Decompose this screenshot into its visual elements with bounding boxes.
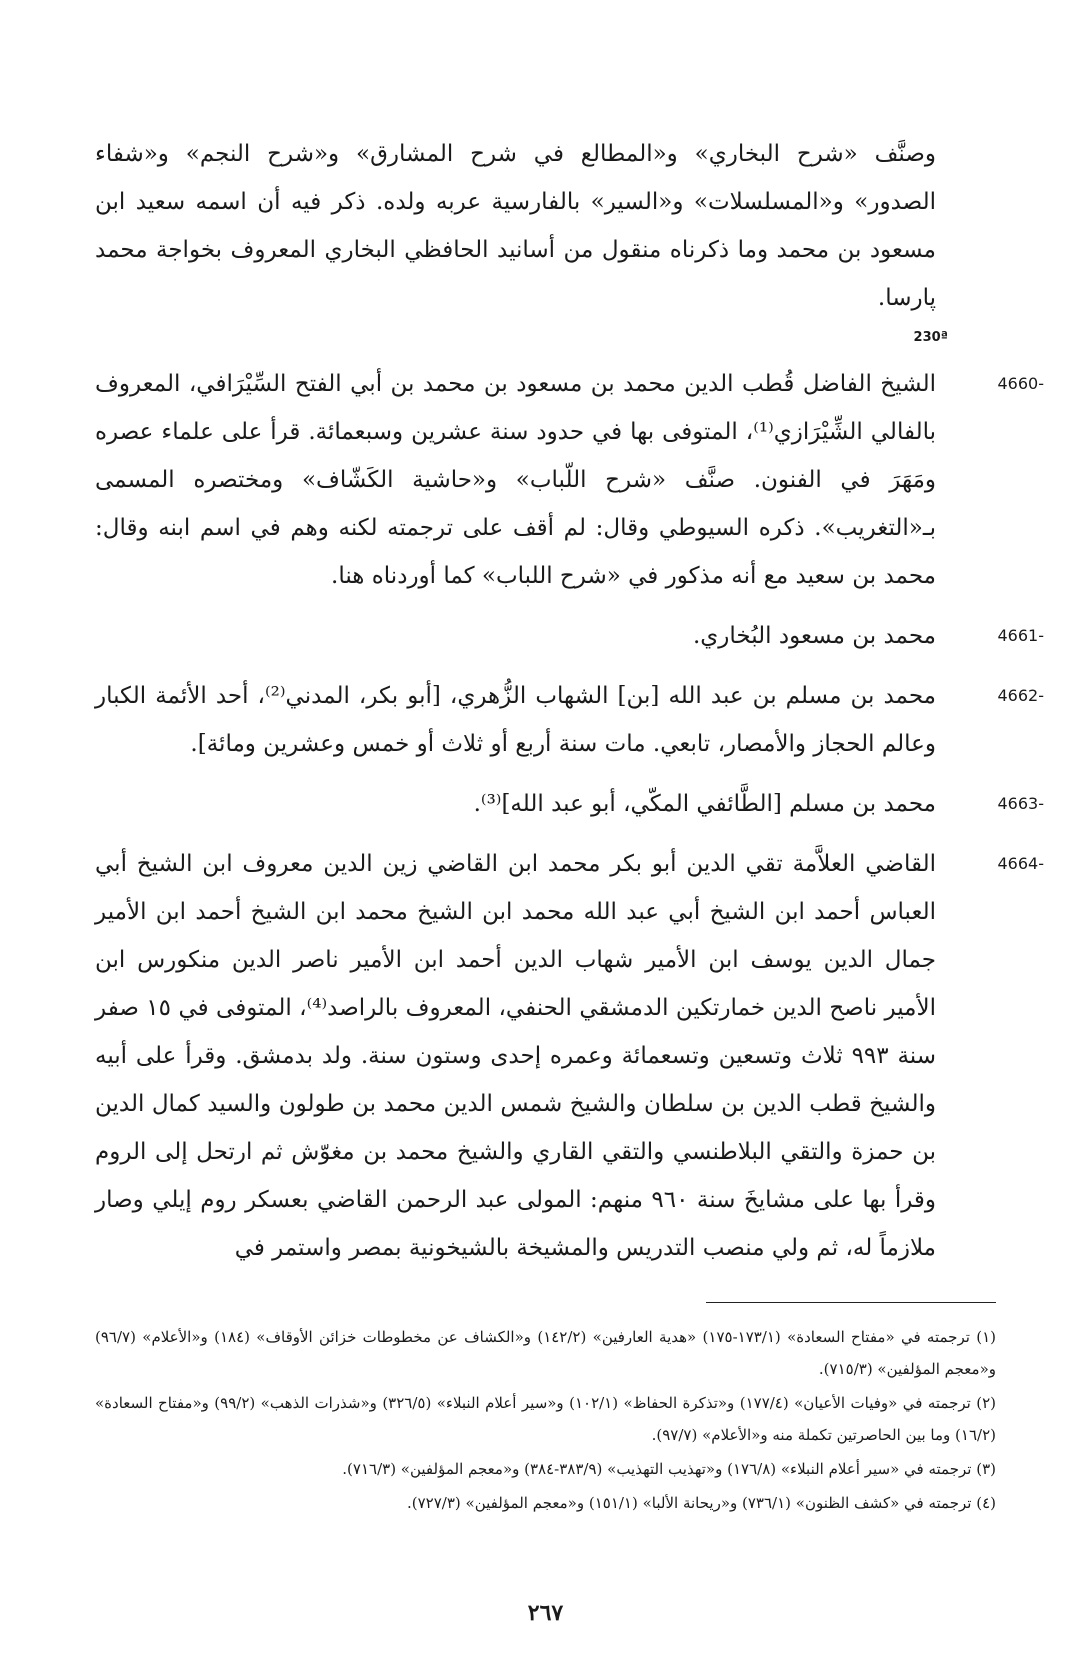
entry-number: 4664 - [998, 840, 1045, 888]
entry-text: محمد بن مسعود البُخاري. [692, 623, 936, 649]
entry-text: محمد بن مسلم بن عبد الله [بن] الشهاب الزُّهري، [أبو بكر، المدني⁽²⁾، أحد الأئمة الكبار وعالم الحجاز والأمصار، تابعي. مات سنة أربع أو ثلاث أو خمس وعشرين ومائة]. [95, 683, 936, 757]
footnote-4: (٤) ترجمته في «كشف الظنون» (٧٣٦/١) و«ريحانة الألبا» (١٥١/١) و«معجم المؤلفين» (٧٢٧/٣). [406, 1494, 996, 1512]
entry-number: 4663 - [998, 780, 1045, 828]
entry-number: 4662 - [998, 672, 1045, 720]
footnotes [95, 1321, 996, 1519]
entry-4664 [95, 840, 1039, 1272]
entry-text: القاضي العلاَّمة تقي الدين أبو بكر محمد ابن القاضي زين الدين معروف ابن الشيخ أبي العباس أحمد ابن الشيخ أبي عبد الله محمد ابن الشيخ محمد ابن الشيخ أحمد ابن الأمير جمال الدين يوسف ابن الأمير شهاب الدين أحمد ابن الأمير ناصر الدين منكورس ابن الأمير ناصح الدين خمارتكين الدمشقي الحنفي، المعروف بالراصد⁽⁴⁾، المتوفى في ١٥ صفر سنة ٩٩٣ ثلاث وتسعين وتسعمائة وعمره إحدى وستون سنة. ولد بدمشق. وقرأ على أبيه والشيخ قطب الدين بن سلطان والشيخ شمس الدين محمد بن طولون والسيد كمال الدين بن حمزة والتقي البلاطنسي والتقي القاري والشيخ محمد بن مغوّش ثم ارتحل إلى الروم وقرأ بها على مشايخَ سنة ٩٦٠ منهم: المولى عبد الرحمن القاضي بعسكر روم إيلي وصار ملازماً له، ثم ولي منصب التدريس والمشيخة بالشيخونية بمصر واستمر في [95, 851, 937, 1261]
entry-4663 [95, 780, 1039, 828]
entry-text: الشيخ الفاضل قُطب الدين محمد بن مسعود بن محمد بن أبي الفتح السِّيْرَافي، المعروف بالفالي الشِّيْرَازي⁽¹⁾، المتوفى بها في حدود سنة عشرين وسبعمائة. قرأ على علماء عصره ومَهَرَ في الفنون. صنَّف «شرح اللّباب» و«حاشية الكَشّاف» ومختصره المسمى بـ«التغريب». ذكره السيوطي وقال: لم أقف على ترجمته لكنه وهم في اسم ابنه وقال: محمد بن سعيد مع أنه مذكور في «شرح اللباب» كما أوردناه هنا. [95, 371, 936, 589]
page-number: ٢٦٧ [527, 1600, 564, 1626]
main-text [95, 130, 1039, 1272]
footnote-divider [706, 1302, 996, 1303]
entry-4661 [95, 612, 1039, 660]
continued-paragraph: وصنَّف «شرح البخاري» و«المطالع في شرح المشارق» و«شرح النجم» و«شفاء الصدور» و«المسلسلات» و«السير» بالفارسية عربه ولده. ذكر فيه أن اسمه سعيد ابن مسعود بن محمد وما ذكرناه منقول من أسانيد الحافظي البخاري المعروف بخواجة محمد پارسا. [95, 141, 936, 311]
entry-number: 4661 - [998, 612, 1045, 660]
entry-number: 4660 - [998, 360, 1045, 408]
entry-4662 [95, 672, 1039, 768]
entry-4660 [95, 360, 1039, 600]
footnote-1: (١) ترجمته في «مفتاح السعادة» (١٧٣/١-١٧٥) «هدية العارفين» (١٤٢/٢) و«الكشاف عن مخطوطات خزائن الأوقاف» (١٨٤) و«الأعلام» (٩٦/٧) و«معجم المؤلفين» (٧١٥/٣). [95, 1328, 996, 1378]
entry-text: محمد بن مسلم [الطَّائفي المكّي، أبو عبد الله]⁽³⁾. [473, 791, 936, 817]
manuscript-folio-marker: 230ª [913, 330, 948, 345]
footnote-2: (٢) ترجمته في «وفيات الأعيان» (١٧٧/٤) و«تذكرة الحفاظ» (١٠٢/١) و«سير أعلام النبلاء» (٣٢٦/٥) و«شذرات الذهب» (٩٩/٢) و«مفتاح السعادة» (١٦/٢) وما بين الحاصرتين تكملة منه و«الأعلام» (٩٧/٧). [95, 1394, 996, 1444]
footnote-3: (٣) ترجمته في «سير أعلام النبلاء» (١٧٦/٨) و«تهذيب التهذيب» (٣٨٣/٩-٣٨٤) و«معجم المؤلفين» (٧١٦/٣). [342, 1460, 996, 1478]
